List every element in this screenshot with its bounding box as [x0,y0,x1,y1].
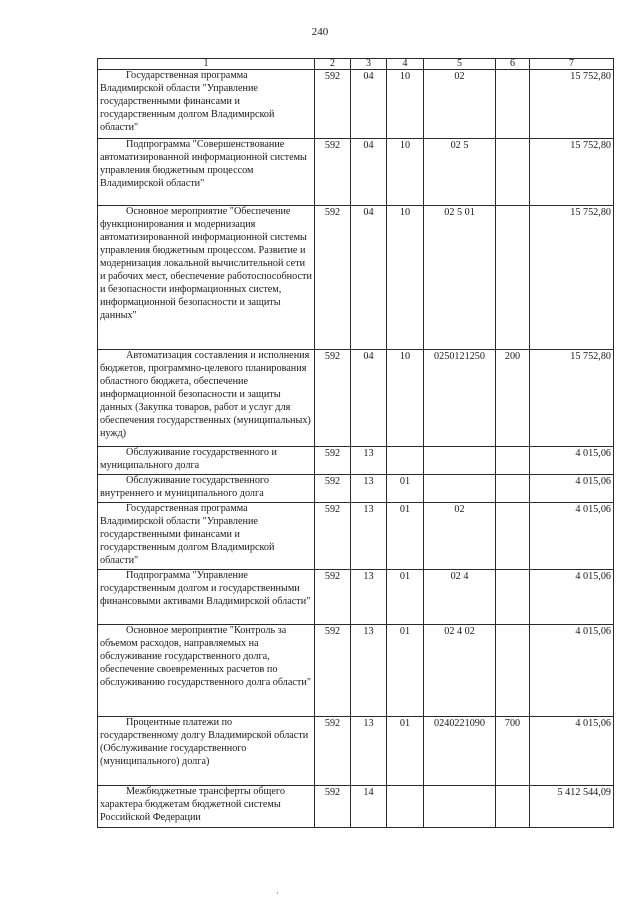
row-col-7: 5 412 544,09 [530,786,614,828]
row-col-7: 4 015,06 [530,570,614,625]
header-row [98,59,614,70]
row-col-5: 02 4 02 [424,625,496,717]
row-col-5: 02 4 [424,570,496,625]
row-col-5: 0240221090 [424,717,496,786]
row-col-4: 01 [387,717,424,786]
row-col-6 [496,475,530,503]
row-col-2: 592 [315,786,351,828]
table-row [98,70,614,139]
row-col-5 [424,475,496,503]
row-col-4 [387,447,424,475]
row-col-3: 14 [351,786,387,828]
row-col-4: 10 [387,350,424,447]
row-name: Подпрограмма "Управление государственным долгом и государственными финансовыми активами Владимирской области" [98,570,315,625]
row-col-4: 01 [387,503,424,570]
row-col-7: 15 752,80 [530,70,614,139]
row-col-3: 13 [351,625,387,717]
row-col-7: 4 015,06 [530,447,614,475]
table-row [98,717,614,786]
col-header-6: 6 [496,59,530,70]
row-col-4: 01 [387,475,424,503]
row-col-6 [496,625,530,717]
scan-speck: · [276,888,279,898]
col-header-1: 1 [98,59,315,70]
row-col-7: 4 015,06 [530,475,614,503]
row-name: Подпрограмма "Совершенствование автоматизированной информационной системы управления бюджетным процессом Владимирской области" [98,139,315,206]
row-col-2: 592 [315,70,351,139]
row-col-2: 592 [315,206,351,350]
row-name: Государственная программа Владимирской области "Управление государственными финансами и государственным долгом Владимирской области" [98,503,315,570]
row-col-3: 04 [351,139,387,206]
row-col-4 [387,786,424,828]
row-col-6 [496,206,530,350]
row-col-6 [496,70,530,139]
row-col-5: 02 [424,70,496,139]
table-row [98,475,614,503]
row-col-7: 15 752,80 [530,350,614,447]
budget-table [97,58,614,828]
row-col-3: 13 [351,447,387,475]
row-col-6: 700 [496,717,530,786]
row-col-2: 592 [315,139,351,206]
row-col-5 [424,447,496,475]
table-row [98,786,614,828]
row-name: Государственная программа Владимирской области "Управление государственными финансами и государственным долгом Владимирской области" [98,70,315,139]
row-col-7: 4 015,06 [530,503,614,570]
table-row [98,139,614,206]
row-col-7: 15 752,80 [530,206,614,350]
row-col-6: 200 [496,350,530,447]
row-col-2: 592 [315,475,351,503]
row-col-7: 4 015,06 [530,717,614,786]
row-name: Автоматизация составления и исполнения бюджетов, программно-целевого планирования областного бюджета, обеспечение информационной безопасности и защиты данных (Закупка товаров, работ и услуг для обеспечения государственных (муниципальных) нужд) [98,350,315,447]
row-name: Межбюджетные трансферты общего характера бюджетам бюджетной системы Российской Федерации [98,786,315,828]
row-col-3: 04 [351,350,387,447]
row-col-3: 13 [351,503,387,570]
row-col-4: 10 [387,139,424,206]
row-col-2: 592 [315,503,351,570]
row-name: Основное мероприятие "Обеспечение функционирования и модернизация автоматизированной информационной системы управления бюджетным процессом. Развитие и модернизация локальной вычислительной сети и рабочих мест, обеспечение работоспособности и безопасности информационных систем, информационной безопасности и защиты данных" [98,206,315,350]
table-row [98,350,614,447]
table-row [98,447,614,475]
row-col-4: 01 [387,625,424,717]
table-row [98,625,614,717]
row-col-3: 13 [351,570,387,625]
col-header-4: 4 [387,59,424,70]
row-col-3: 04 [351,70,387,139]
row-col-2: 592 [315,717,351,786]
row-col-7: 15 752,80 [530,139,614,206]
row-col-2: 592 [315,350,351,447]
col-header-2: 2 [315,59,351,70]
col-header-3: 3 [351,59,387,70]
row-col-5: 0250121250 [424,350,496,447]
row-col-7: 4 015,06 [530,625,614,717]
row-col-5: 02 5 [424,139,496,206]
row-col-5 [424,786,496,828]
row-col-6 [496,139,530,206]
col-header-5: 5 [424,59,496,70]
row-name: Основное мероприятие "Контроль за объемом расходов, направляемых на обслуживание государственного долга, обеспечение своевременных расчетов по обслуживанию государственного долга области" [98,625,315,717]
row-col-4: 10 [387,206,424,350]
page-number: 240 [311,26,329,38]
row-col-6 [496,786,530,828]
row-col-5: 02 5 01 [424,206,496,350]
table-row [98,503,614,570]
col-header-7: 7 [530,59,614,70]
row-col-4: 10 [387,70,424,139]
row-name: Обслуживание государственного внутреннего и муниципального долга [98,475,315,503]
row-col-2: 592 [315,625,351,717]
row-name: Обслуживание государственного и муниципального долга [98,447,315,475]
table-row [98,570,614,625]
row-col-3: 04 [351,206,387,350]
row-col-6 [496,503,530,570]
row-col-5: 02 [424,503,496,570]
row-col-6 [496,570,530,625]
row-col-2: 592 [315,447,351,475]
row-col-6 [496,447,530,475]
row-col-4: 01 [387,570,424,625]
table-row [98,206,614,350]
row-name: Процентные платежи по государственному долгу Владимирской области (Обслуживание государственного (муниципального) долга) [98,717,315,786]
row-col-3: 13 [351,475,387,503]
row-col-3: 13 [351,717,387,786]
row-col-2: 592 [315,570,351,625]
